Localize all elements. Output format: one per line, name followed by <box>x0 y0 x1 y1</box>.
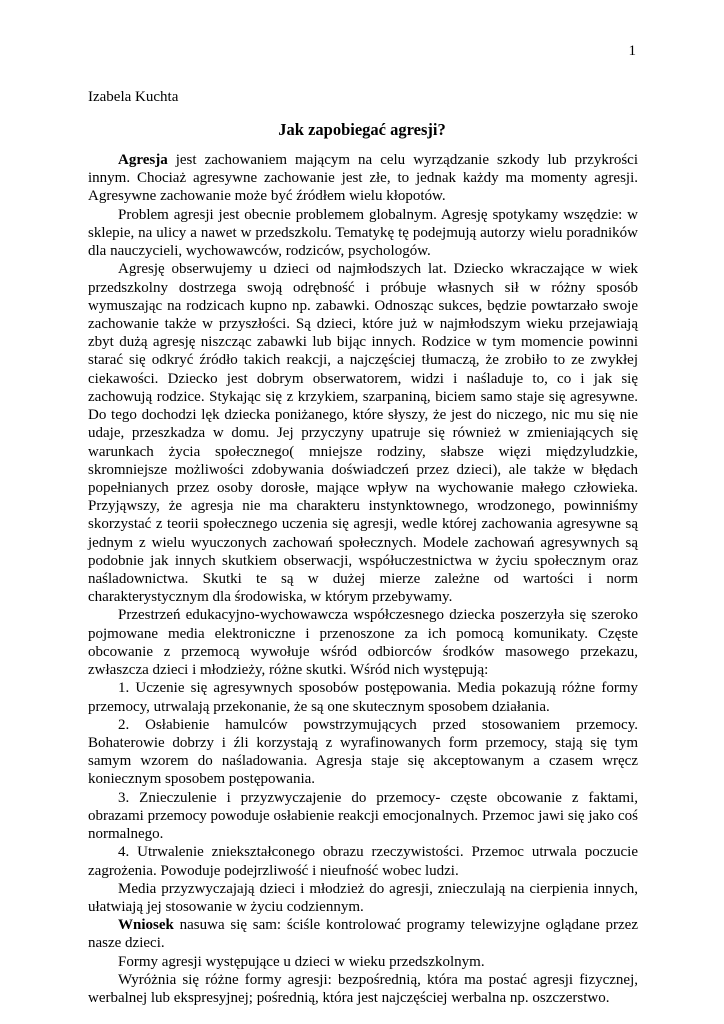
page-number: 1 <box>628 43 636 59</box>
list-item-2: 2. Osłabienie hamulców powstrzymujących przed stosowaniem przemocy. Bohaterowie dobrzy i źli korzystają z wyrafinowanych form przemocy, stają się tym samym wzorem do naśladowania. Agresja staje się akceptowanym a czasem wręcz koniecznym sposobem postępowania. <box>88 716 638 788</box>
paragraph-text: jest zachowaniem mającym na celu wyrządzanie szkody lub przykrości innym. Chociaż agresywne zachowanie jest złe, to jednak każdy ma momenty agresji. Agresywne zachowanie może być źródłem wielu kłopotów. <box>88 152 638 205</box>
paragraph-lead-agresja: Agresja <box>118 152 168 168</box>
paragraph-children-observation: Agresję obserwujemy u dzieci od najmłodszych lat. Dziecko wkraczające w wiek przedszkolny dostrzega swoją odrębność i próbuje własnych sił w różny sposób wymuszając na rodzicach kupno np. zabawki. Odnosząc sukces, będzie powtarzało swoje zachowanie także w przyszłości. Są dzieci, które już w najmłodszym wieku przejawiają zbyt dużą agresję niszcząc zabawki lub bijąc innych. Rodzice w tym momencie powinni starać się odkryć źródło takich reakcji, a najczęściej tłumaczą, że zrobiło to ze zwykłej ciekawości. Dziecko jest dobrym obserwatorem, widzi i naśladuje to, co i jak się zachowują rodzice. Stykając się z krzykiem, szarpaniną, biciem samo staje się agresywne. Do tego dochodzi lęk dziecka poniżanego, które słyszy, że jest do niczego, nic mu się nie udaje, przeszkadza w domu. Jej przyczyny upatruje się również w zmieniających się warunkach życia społecznego( mniejsze rodziny, słabsze więzi międzyludzkie, skromniejsze możliwości zdobywania doświadczeń przez dzieci), ale także w błędach popełnianych przez osoby dorosłe, mające wpływ na wychowanie małego człowieka. Przyjąwszy, że agresja nie ma charakteru instynktownego, wrodzonego, powinniśmy skorzystać z teorii społecznego uczenia się agresji, wedle której zachowania agresywne są jednym z wielu wyuczonych zachowań społecznych. Modele zachowań agresywnych są podobnie jak innych skutkiem obserwacji, współuczestnictwa w życiu społecznym oraz naśladownictwa. Skutki te są w dużej mierze zależne od wartości i norm charakterystycznym dla środowiska, w którym przebywamy. <box>88 261 638 606</box>
document-title: Jak zapobiegać agresji? <box>278 120 446 139</box>
paragraph-text: nasuwa się sam: ściśle kontrolować programy telewizyjne oglądane przez nasze dzieci. <box>88 917 638 952</box>
author-name: Izabela Kuchta <box>88 89 179 105</box>
paragraph-forms-description: Wyróżnia się różne formy agresji: bezpośrednią, która ma postać agresji fizycznej, werbalnej lub ekspresyjnej; pośrednią, która jest najczęściej werbalna np. oszczerstwo. <box>88 971 638 1007</box>
paragraph-global-problem: Problem agresji jest obecnie problemem globalnym. Agresję spotykamy wszędzie: w sklepie, na ulicy a nawet w przedszkolu. Tematykę tę podejmują autorzy wielu poradników dla nauczycieli, wychowawców, rodziców, psychologów. <box>88 206 638 260</box>
paragraph-media-habituation: Media przyzwyczajają dzieci i młodzież do agresji, znieczulają na cierpienia innych, ułatwiają jej stosowanie w życiu codziennym. <box>88 880 638 915</box>
paragraph-media-space: Przestrzeń edukacyjno-wychowawcza współczesnego dziecka poszerzyła się szeroko pojmowane media elektroniczne i przenoszone za ich pomocą komunikaty. Częste obcowanie z przemocą wywołuje wśród odbiorców środków masowego przekazu, zwłaszcza dzieci i młodzieży, różne skutki. Wśród nich występują: <box>88 607 638 679</box>
list-item-3: 3. Znieczulenie i przyzwyczajenie do przemocy- częste obcowanie z faktami, obrazami przemocy powoduje osłabienie reakcji emocjonalnych. Przemoc jawi się jako coś normalnego. <box>88 789 638 843</box>
list-item-4: 4. Utrwalenie zniekształconego obrazu rzeczywistości. Przemoc utrwala poczucie zagrożenia. Powoduje podejrzliwość i nieufność wobec ludzi. <box>88 844 638 879</box>
paragraph-forms-heading: Formy agresji występujące u dzieci w wieku przedszkolnym. <box>118 953 485 970</box>
paragraph-definition <box>88 151 638 206</box>
list-item-1: 1. Uczenie się agresywnych sposobów postępowania. Media pokazują różne formy przemocy, utrwalają przekonanie, że są one skutecznym sposobem działania. <box>88 680 638 715</box>
document-body <box>88 151 638 1007</box>
paragraph-conclusion <box>88 916 638 952</box>
paragraph-lead-wniosek: Wniosek <box>118 917 174 934</box>
